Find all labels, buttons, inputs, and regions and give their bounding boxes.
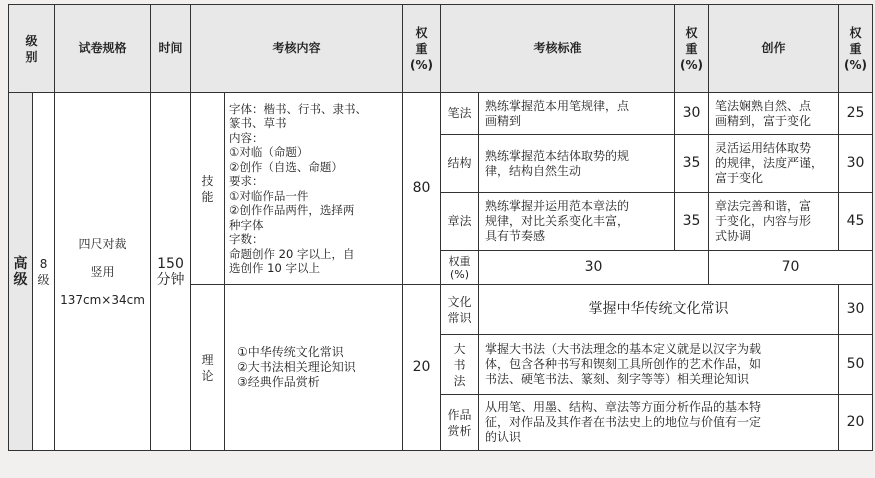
skill-creation-weight: 30 [839, 135, 873, 193]
assessment-table [8, 4, 873, 451]
header-time: 时间 [151, 5, 191, 93]
theory-weight: 20 [403, 285, 441, 451]
theory-item: 文化 常识 [441, 285, 479, 335]
weight-row-label: 权重 (%) [441, 251, 479, 285]
header-weight-1: 权 重 (%) [403, 5, 441, 93]
skill-creation-weight: 25 [839, 93, 873, 135]
spec-dimensions: 137cm×34cm [60, 292, 145, 307]
theory-weight-value: 50 [839, 335, 873, 395]
skill-weight: 80 [403, 93, 441, 285]
header-standard: 考核标准 [441, 5, 675, 93]
skill-item: 笔法 [441, 93, 479, 135]
level: 8 级 [33, 93, 55, 451]
header-creation: 创作 [709, 5, 839, 93]
skill-creation: 笔法娴熟自然、点 画精到，富于变化 [709, 93, 839, 135]
theory-standard: 掌握大书法（大书法理念的基本定义就是以汉字为载 体，包含各种书写和锲刻工具所创作的艺术作品，如 书法、硬笔书法、篆刻、刻字等等）相关理论知识 [479, 335, 839, 395]
skill-standard-weight: 35 [675, 193, 709, 251]
header-weight-3: 权 重 (%) [839, 5, 873, 93]
theory-item: 大 书 法 [441, 335, 479, 395]
skill-standard-weight: 35 [675, 135, 709, 193]
skill-label: 技 能 [191, 93, 225, 285]
skill-content: 字体：楷书、行书、隶书、 篆书、草书 内容： ①对临（命题） ②创作（自选、命题） 要求： ①对临作品一件 ②创作作品两件，选择两 种字体 字数： 命题创作 20 字以上，自 选创作 10 字以上 [225, 93, 403, 285]
skill-standard: 熟练掌握并运用范本章法的 规律，对比关系变化丰富， 具有节奏感 [479, 193, 675, 251]
theory-standard: 从用笔、用墨、结构、章法等方面分析作品的基本特 征，对作品及其作者在书法史上的地位与价值有一定 的认识 [479, 395, 839, 451]
weight-row-creation: 70 [709, 251, 873, 285]
header-content: 考核内容 [191, 5, 403, 93]
skill-standard-weight: 30 [675, 93, 709, 135]
theory-label: 理 论 [191, 285, 225, 451]
skill-item: 结构 [441, 135, 479, 193]
paper-spec [55, 93, 151, 451]
header-row [9, 5, 873, 93]
skill-standard: 熟练掌握范本用笔规律，点 画精到 [479, 93, 675, 135]
skill-standard: 熟练掌握范本结体取势的规 律，结构自然生动 [479, 135, 675, 193]
skill-item: 章法 [441, 193, 479, 251]
spec-size: 四尺对裁 [78, 236, 127, 251]
theory-weight-value: 20 [839, 395, 873, 451]
level-group: 高 级 [9, 93, 33, 451]
theory-standard: 掌握中华传统文化常识 [479, 285, 839, 335]
skill-creation: 灵活运用结体取势 的规律，法度严谨， 富于变化 [709, 135, 839, 193]
theory-item: 作品 赏析 [441, 395, 479, 451]
theory-content: ①中华传统文化常识 ②大书法相关理论知识 ③经典作品赏析 [225, 285, 403, 451]
skill-creation-weight: 45 [839, 193, 873, 251]
weight-row-standard: 30 [479, 251, 709, 285]
header-level: 级 别 [9, 5, 55, 93]
time: 150 分钟 [151, 93, 191, 451]
header-weight-2: 权 重 (%) [675, 5, 709, 93]
header-spec: 试卷规格 [55, 5, 151, 93]
spec-orientation: 竖用 [90, 264, 115, 279]
skill-creation: 章法完善和谐，富 于变化，内容与形 式协调 [709, 193, 839, 251]
theory-weight-value: 30 [839, 285, 873, 335]
